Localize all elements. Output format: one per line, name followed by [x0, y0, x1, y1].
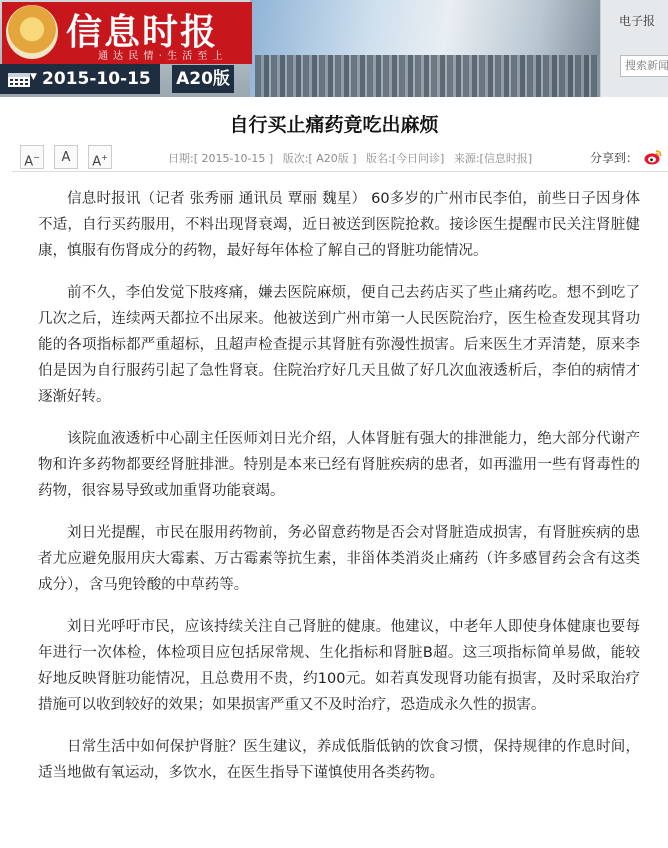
meta-source: 来源:[信息时报]: [453, 152, 533, 165]
page-number-badge[interactable]: A20版: [172, 65, 234, 93]
lion-mascot-icon: [6, 5, 58, 59]
meta-date: 日期:[ 2015-10-15 ]: [168, 152, 274, 165]
chevron-down-icon: ▼: [30, 72, 37, 82]
newspaper-logo[interactable]: [2, 2, 252, 64]
article-paragraph: 日常生活中如何保护肾脏？医生建议，养成低脂低钠的饮食习惯，保持规律的作息时间，适当地做有氧运动，多饮水，在医生指导下谨慎使用各类药物。: [38, 739, 640, 781]
font-increase-button[interactable]: A+: [88, 145, 112, 169]
font-reset-button[interactable]: A: [54, 145, 78, 169]
issue-date: 2015-10-15: [42, 69, 151, 89]
article-meta: [168, 150, 538, 166]
e-paper-link[interactable]: 电子报: [619, 14, 656, 28]
search-input[interactable]: [620, 55, 668, 77]
right-toolbar: [600, 0, 668, 97]
article-body: [38, 186, 640, 802]
article-paragraph: 刘日光提醒，市民在服用药物前，务必留意药物是否会对肾脏造成损害，有肾脏疾病的患者尤应避免服用庆大霉素、万古霉素等抗生素，非甾体类消炎止痛药（许多感冒药会含有这类成分），含马兜铃酸的中草药等。: [38, 525, 640, 593]
meta-edition: 版次:[ A20版 ]: [282, 152, 357, 165]
newspaper-title: 信息时报: [66, 11, 219, 53]
font-decrease-button[interactable]: A−: [20, 145, 44, 169]
newspaper-slogan: 通 达 民 情 · 生 活 至 上: [98, 51, 224, 62]
article-headline: 自行买止痛药竟吃出麻烦: [229, 114, 439, 136]
article-paragraph: 信息时报讯（记者 张秀丽 通讯员 覃丽 魏星） 60多岁的广州市民李伯，前些日子因身体不适，自行买药服用，不料出现肾衰竭，近日被送到医院抢救。接诊医生提醒市民关注肾脏健康，慎服有伤肾成分的药物，最好每年体检了解自己的肾脏功能情况。: [38, 191, 640, 259]
issue-date-selector[interactable]: [0, 64, 160, 94]
share-label: 分享到：: [590, 151, 639, 165]
calendar-icon: [8, 71, 30, 87]
article-meta-bar: [12, 145, 668, 172]
banner-city-image: [255, 55, 600, 97]
meta-section: 版名:[今日问诊]: [366, 152, 445, 165]
weibo-share-icon[interactable]: [644, 149, 662, 165]
article-paragraph: 刘日光呼吁市民，应该持续关注自己肾脏的健康。他建议，中老年人即使身体健康也要每年进行一次体检，体检项目应包括尿常规、生化指标和肾脏B超。这三项指标简单易做，能较好地反映肾脏功能情况，且总费用不贵，约100元。如若真发现肾功能有损害，及时采取治疗措施可以收到较好的效果；如果损害严重又不及时治疗，恐造成永久性的损害。: [38, 619, 640, 713]
article-paragraph: 前不久，李伯发觉下肢疼痛，嫌去医院麻烦，便自己去药店买了些止痛药吃。想不到吃了几次之后，连续两天都拉不出尿来。他被送到广州市第一人民医院治疗，医生检查发现其肾功能的各项指标都严重超标，且超声检查提示其肾脏有弥漫性损害。后来医生才弄清楚，原来李伯是因为自行服药引起了急性肾衰。住院治疗好几天且做了好几次血液透析后，李伯的病情才逐渐好转。: [38, 285, 640, 405]
article-paragraph: 该院血液透析中心副主任医师刘日光介绍，人体肾脏有强大的排泄能力，绝大部分代谢产物和许多药物都要经肾脏排泄。特别是本来已经有肾脏疾病的患者，如再滥用一些有肾毒性的药物，很容易导致或加重肾功能衰竭。: [38, 431, 640, 499]
